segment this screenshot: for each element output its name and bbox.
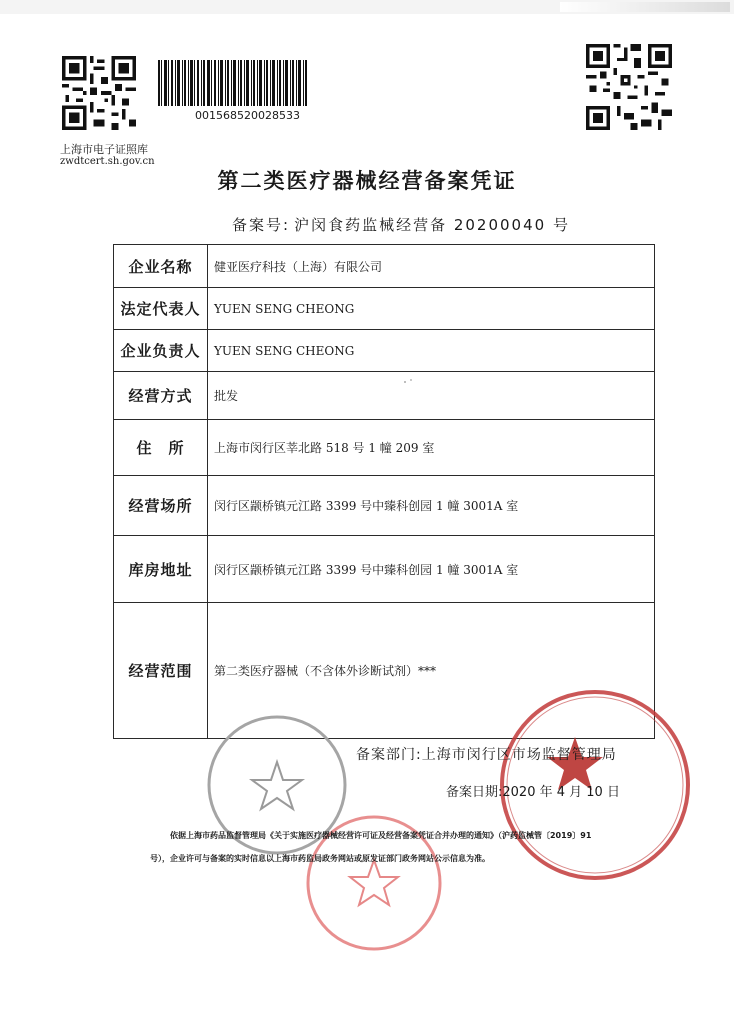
field-label: 住 所: [114, 420, 208, 476]
table-row-business-mode: [114, 372, 655, 420]
date-value: 2020 年 4 月 10 日: [502, 785, 620, 800]
field-value-company-name: 健亚医疗科技（上海）有限公司: [208, 245, 655, 288]
table-row-company-name: [114, 245, 655, 288]
table-row-warehouse: [114, 536, 655, 603]
certificate-table: [113, 244, 655, 739]
table-row-manager: [114, 330, 655, 372]
scan-speck: [402, 370, 416, 378]
filing-department: [356, 744, 617, 764]
field-value-warehouse: 闵行区颛桥镇元江路 3399 号中臻科创园 1 幢 3001A 室: [208, 536, 655, 603]
record-number: [232, 214, 574, 235]
site-url: zwdtcert.sh.gov.cn: [60, 156, 155, 167]
field-label: 库房地址: [114, 536, 208, 603]
field-value-business-scope: 第二类医疗器械（不含体外诊断试剂）***: [208, 603, 655, 739]
field-label: 企业名称: [114, 245, 208, 288]
field-value-legal-rep: YUEN SENG CHEONG: [208, 288, 655, 330]
field-label: 企业负责人: [114, 330, 208, 372]
site-name-cn: 上海市电子证照库: [60, 143, 148, 156]
scan-shadow: [560, 2, 730, 12]
barcode: [158, 60, 308, 106]
qr-code-left: [62, 56, 136, 130]
field-label: 经营场所: [114, 476, 208, 536]
date-label: 备案日期:: [446, 785, 503, 800]
table-row-legal-rep: [114, 288, 655, 330]
table-row-address: [114, 420, 655, 476]
filing-date: [446, 781, 620, 800]
field-value-business-premises: 闵行区颛桥镇元江路 3399 号中臻科创园 1 幢 3001A 室: [208, 476, 655, 536]
qr-code-right: [586, 44, 672, 130]
record-number-value: 沪闵食药监械经营备 20200040 号: [294, 216, 570, 234]
field-value-business-mode: 批发: [208, 372, 655, 420]
legal-notice-line2: 号），企业许可与备案的实时信息以上海市药监局政务网站或原发证部门政务网站公示信息为准。: [150, 854, 490, 863]
dept-value: 上海市闵行区市场监督管理局: [421, 747, 617, 763]
field-label: 经营方式: [114, 372, 208, 420]
field-label: 法定代表人: [114, 288, 208, 330]
legal-notice-line1: 依据上海市药品监督管理局《关于实施医疗器械经营许可证及经营备案凭证合并办理的通知》（沪药监械管〔2019〕91: [170, 831, 592, 840]
field-value-address: 上海市闵行区莘北路 518 号 1 幢 209 室: [208, 420, 655, 476]
barcode-number: 001568520028533: [195, 109, 300, 122]
field-value-manager: YUEN SENG CHEONG: [208, 330, 655, 372]
field-label: 经营范围: [114, 603, 208, 739]
dept-label: 备案部门:: [356, 747, 422, 763]
record-number-label: 备案号:: [232, 216, 291, 234]
table-row-business-premises: [114, 476, 655, 536]
page-title: 第二类医疗器械经营备案凭证: [217, 169, 517, 193]
